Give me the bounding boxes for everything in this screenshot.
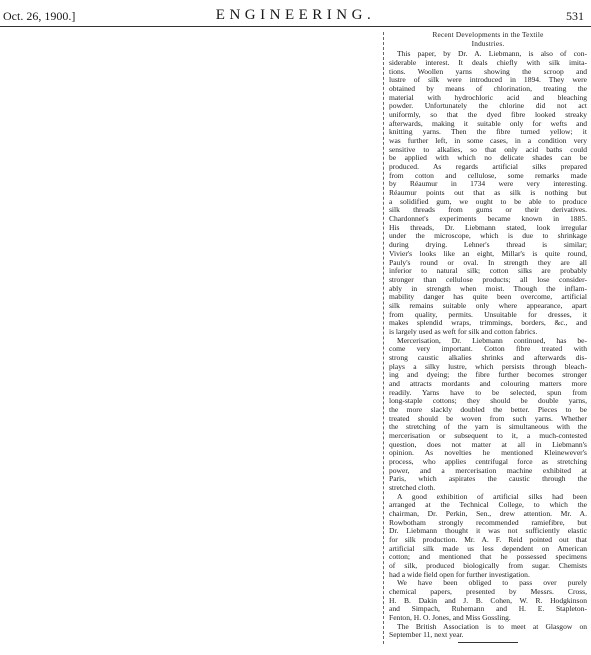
article-line: lustre of silk were introduced in 1894. They were (389, 75, 587, 85)
article-line: question, does not matter at all in Liebmann's (389, 439, 587, 449)
article-line: be applied with which no delicate shades can be (389, 153, 587, 163)
article-line: stretched cloth. (389, 482, 436, 492)
article-line: Rowbotham strongly recommended ramiefibre, but (389, 517, 587, 527)
article-line: Fenton, H. O. Jones, and Miss Gossling. (389, 613, 511, 623)
article-line: during drying. Lehner's thread is similar; (389, 240, 587, 250)
article-line: mercerisation or subsequent to it, a much-contested (389, 430, 587, 440)
article-line: strong caustic alkalies shrinks and afterwards dis- (389, 352, 587, 362)
article-line: obtained by means of chlorination, treating the (389, 84, 587, 94)
page-number: 531 (566, 9, 584, 23)
article-line: makes splendid wraps, trimmings, borders, &c., and (389, 318, 587, 328)
article-line: uniformly, so that the dyed fibre looked streaky (389, 110, 587, 120)
article-line: by Réaumur in 1734 were very interesting. (389, 179, 587, 189)
article-line: cotton; and mentioned that he possessed specimens (389, 552, 587, 562)
article-line: inferior to natural silk; cotton silks are probably (389, 266, 587, 276)
article-line: plays a silky lustre, which persists through bleach- (389, 361, 587, 371)
article-line: a solidified gum, we ought to be able to produce (389, 196, 587, 206)
article-line: This paper, by Dr. A. Liebmann, is also of con- (397, 49, 587, 59)
article-line: opinion. As novelties he mentioned Kleinewever's (389, 448, 587, 458)
article-line: sensitive to alkalies, so that only acid baths could (389, 144, 587, 154)
article-line: His threads, Dr. Liebmann stated, look irregular (389, 222, 587, 232)
blank-left-column (0, 30, 378, 650)
article-line: arranged at the Technical College, to which the (389, 500, 587, 510)
article-line: Paris, which aspirates the caustic through the (389, 474, 587, 484)
article-line: Réaumur points out that as silk is nothing but (389, 188, 587, 198)
article-line: and Simpach, Ruhemann and H. E. Stapleton- (389, 604, 587, 614)
article-line: was further left, in some cases, in a condition very (389, 136, 587, 146)
article-line: Pauly's round or oval. In strength they are all (389, 257, 587, 267)
article-line: Dr. Liebmann thought it was not sufficiently elastic (389, 526, 587, 536)
article-line: had a wide field open for further investigation. (389, 569, 530, 579)
article-line: stronger than cellulose products; all lose consider- (389, 274, 587, 284)
header-rule (0, 26, 591, 27)
article-line: silk remains suitable only where appearance, apart (389, 300, 587, 310)
article-line: ing and dyeing; the fibre further becomes stronger (389, 370, 587, 380)
article-line: the stretching of the yarn is simultaneous with the (389, 422, 587, 432)
article-title-line: Recent Developments in the Textile (432, 30, 544, 39)
article-line: readily. Yarns have to be selected, spun from (389, 387, 587, 397)
article-line: come very important. Cotton fibre treated with (389, 344, 587, 354)
article-line: under the microscope, which is due to shrinkage (389, 231, 587, 241)
article-line: ably in strength when moist. Though the inflam- (389, 283, 587, 293)
article-line: Mercerisation, Dr. Liebmann continued, has be- (397, 335, 587, 345)
column-divider (383, 32, 384, 644)
article-body (389, 50, 587, 640)
article-line: A good exhibition of artificial silks had been (397, 491, 587, 501)
article-line: The British Association is to meet at Glasgow on (397, 621, 587, 631)
article-line: long-staple cottons; they should be double yarns, (389, 396, 587, 406)
article-line: power, and a mercerisation machine exhibited at (389, 465, 587, 475)
article-line: knitting yarns. Then the fibre turned yellow; it (389, 127, 587, 137)
article-line: from cotton and cellulose, some remarks made (389, 170, 587, 180)
article-line: Chardonnet's experiments became known in 1885. (389, 214, 587, 224)
article-line: H. B. Dakin and J. B. Cohen, W. R. Hodgkinson (389, 595, 587, 605)
article-line: artificial silk made us less dependent on American (389, 543, 587, 553)
article-title (389, 31, 587, 48)
article-line: September 11, next year. (389, 630, 464, 640)
article-line: process, who applies centrifugal force as stretching (389, 456, 587, 466)
article-line: Vivier's looks like an eight, Millar's is quite round, (389, 248, 587, 258)
article-line: and attracts mordants and colouring matters more (389, 378, 587, 388)
article-title-line: Industries. (471, 38, 505, 48)
end-rule (458, 642, 518, 643)
article-line: powder. Unfortunately the chlorine did not act (389, 101, 587, 111)
article-line: chemical papers, presented by Messrs. Cross, (389, 587, 587, 597)
journal-title: ENGINEERING. (215, 7, 376, 23)
article-line: the more slackly doubled the better. Pieces to be (389, 404, 587, 414)
article-line: tions. Woollen yarns showing the scroop and (389, 66, 587, 76)
article-line: We have been obliged to pass over purely (397, 578, 587, 588)
page-header (0, 6, 591, 28)
issue-date: Oct. 26, 1900.] (3, 9, 76, 23)
article-line: treated should be woven from such yarns. Whether (389, 413, 587, 423)
article-line: mability danger has quite been overcome, artificial (389, 292, 587, 302)
article-line: afterwards, making it suitable only for wefts and (389, 118, 587, 128)
article-line: is largely used as weft for silk and cotton fabrics. (389, 326, 538, 336)
article-column (389, 30, 587, 643)
article-line: produced. As regards artificial silks prepared (389, 162, 587, 172)
article-line: from quality, permits. Unsuitable for dresses, it (389, 309, 587, 319)
article-line: material with hydrochloric acid and bleaching (389, 92, 587, 102)
article-line: siderable interest. It deals chiefly with silk imita- (389, 58, 587, 68)
article-line: chairman, Dr. Perkin, Sen., drew attention. Mr. A. (389, 508, 587, 518)
article-line: for silk production. Mr. A. F. Reid pointed out that (389, 535, 587, 544)
article-line: of silk, produced biologically from sugar. Chemists (389, 561, 587, 571)
article-line: silk threads from gums or their derivatives. (389, 205, 587, 215)
